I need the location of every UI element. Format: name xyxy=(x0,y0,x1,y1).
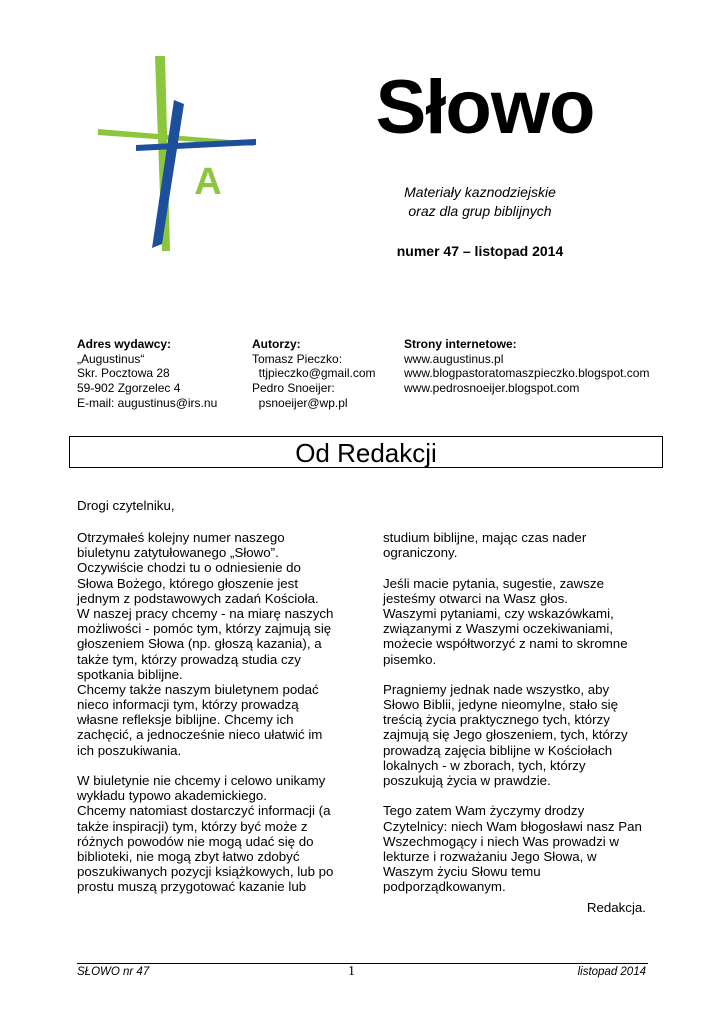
body-text-line: Słowo Biblii, jedyne nieomylne, stało się xyxy=(383,697,619,713)
body-text-line: własne refleksje biblijne. Chcemy ich xyxy=(77,712,294,728)
publisher-block xyxy=(77,337,217,411)
body-text-line: biblioteki, nie mogą zbyt łatwo zdobyć xyxy=(77,848,300,864)
author-name: Tomasz Pieczko: xyxy=(252,351,343,366)
publisher-line: „Augustinus“ xyxy=(77,351,145,366)
body-text-line: Chcemy także naszym biuletynem podać xyxy=(77,681,319,697)
body-text-line: W naszej pracy chcemy - na miarę naszych xyxy=(77,605,334,621)
body-text-line: podporządkowanym. xyxy=(383,879,506,895)
body-text-line: lekturze i rozważaniu Jego Słowa, w xyxy=(383,848,597,864)
subtitle-line: Materiały kaznodziejskie xyxy=(404,184,556,200)
body-text-line: także inspiracji) tym, którzy być może z xyxy=(77,818,308,834)
body-column-right xyxy=(383,530,663,895)
website-link: www.blogpastoratomaszpieczko.blogspot.com xyxy=(404,366,650,381)
body-text-line: Waszym życiu Słowu temu xyxy=(383,864,541,880)
body-text-line: Czytelnicy: niech Wam błogosławi nasz Pan xyxy=(383,818,642,834)
body-text-line: zachęcić, a jednocześnie nieco ułatwić im xyxy=(77,727,323,743)
body-text-line: Słowa Bożego, którego głoszenie jest xyxy=(77,575,299,591)
body-text-line: biuletynu zatytułowanego „Słowo”. xyxy=(77,545,279,561)
greeting: Drogi czytelniku, xyxy=(77,498,175,513)
body-text-line: Tego zatem Wam życzymy drodzy xyxy=(383,803,585,819)
body-column-left xyxy=(77,530,367,895)
page-number: 1 xyxy=(348,964,355,979)
authors-block xyxy=(252,337,376,411)
footer-publication: SŁOWO nr 47 xyxy=(77,966,150,978)
body-text-line: studium biblijne, mając czas nader xyxy=(383,530,587,545)
body-text-line: możliwości - pomóc tym, którzy zajmują się xyxy=(77,621,332,637)
body-text-line: Wszechmogący i niech Was prowadzi w xyxy=(383,833,619,849)
body-text-line: nieco informacji tym, którzy prowadzą xyxy=(77,697,299,713)
body-text-line: poszukiwanych pozycji książkowych, lub po xyxy=(77,864,334,880)
author-email: psnoeijer@wp.pl xyxy=(252,395,348,410)
body-text-line: lokalnych - w zborach, tych, którzy xyxy=(383,757,586,773)
authors-heading: Autorzy: xyxy=(252,337,301,351)
body-text-line: Waszymi pytaniami, czy wskazówkami, xyxy=(383,605,614,621)
body-text-line: związanymi z Waszymi oczekiwaniami, xyxy=(383,621,614,637)
body-text-line: głoszeniem Słowa (np. głoszą kazania), a xyxy=(77,636,322,652)
body-text-line: prostu muszą przygotować kazanie lub xyxy=(77,879,307,895)
footer-divider xyxy=(77,963,648,964)
logo-letter: A xyxy=(194,161,222,203)
body-text-line: treścią życia praktycznego tych, którzy xyxy=(383,712,610,728)
author-name: Pedro Snoeijer: xyxy=(252,381,335,396)
signature: Redakcja. xyxy=(586,900,646,915)
body-text-line: różnych powodów nie mogą udać się do xyxy=(77,833,314,849)
body-text-line: jednym z podstawowych zadań Kościoła. xyxy=(77,590,319,606)
body-text-line: Jeśli macie pytania, sugestie, zawsze xyxy=(383,575,604,591)
paragraph-gap xyxy=(383,667,663,682)
body-text-line: Otrzymałeś kolejny numer naszego xyxy=(77,530,285,545)
author-email: ttjpieczko@gmail.com xyxy=(252,366,376,381)
paragraph-gap xyxy=(383,788,663,803)
body-text-line: prowadzą zajęcia biblijne w Kościołach xyxy=(383,742,613,758)
body-text-line: poszukują życia w prawdzie. xyxy=(383,773,551,788)
body-text-line: ich poszukiwania. xyxy=(77,742,182,758)
websites-block xyxy=(404,337,649,396)
website-link: www.augustinus.pl xyxy=(404,351,504,366)
paragraph-gap xyxy=(383,560,663,575)
issue-info: numer 47 – listopad 2014 xyxy=(396,243,564,259)
body-text-line: możecie współtworzyć z nami to skromne xyxy=(383,636,628,652)
body-text-line: pisemko. xyxy=(383,651,437,667)
publisher-line: Skr. Pocztowa 28 xyxy=(77,366,170,381)
publisher-heading: Adres wydawcy: xyxy=(77,337,172,351)
paragraph-gap xyxy=(77,758,367,773)
body-text-line: wykładu typowo akademickiego. xyxy=(77,788,267,804)
footer-date: listopad 2014 xyxy=(577,966,646,978)
logo xyxy=(96,54,256,254)
publisher-email: E-mail: augustinus@irs.nu xyxy=(77,395,218,410)
cross-logo-icon xyxy=(96,54,256,254)
subtitle xyxy=(360,183,600,221)
body-text-line: także tym, którzy prowadzą studia czy xyxy=(77,651,301,667)
publisher-line: 59-902 Zgorzelec 4 xyxy=(77,381,181,396)
body-text-line: Chcemy natomiast dostarczyć informacji (a xyxy=(77,803,331,819)
subtitle-line: oraz dla grup biblijnych xyxy=(408,203,552,219)
website-link: www.pedrosnoeijer.blogspot.com xyxy=(404,381,580,396)
body-text-line: jesteśmy otwarci na Wasz głos. xyxy=(383,590,568,606)
page-title: Słowo xyxy=(375,65,595,150)
body-text-line: spotkania biblijne. xyxy=(77,666,183,682)
websites-heading: Strony internetowe: xyxy=(404,337,517,351)
body-text-line: ograniczony. xyxy=(383,545,458,561)
section-title: Od Redakcji xyxy=(295,438,437,468)
body-text-line: W biuletynie nie chcemy i celowo unikamy xyxy=(77,773,326,788)
body-text-line: Pragniemy jednak nade wszystko, aby xyxy=(383,681,610,697)
body-text-line: zajmują się Jego głoszeniem, tych, którzy xyxy=(383,727,628,743)
body-text-line: Oczywiście chodzi tu o odniesienie do xyxy=(77,560,301,576)
